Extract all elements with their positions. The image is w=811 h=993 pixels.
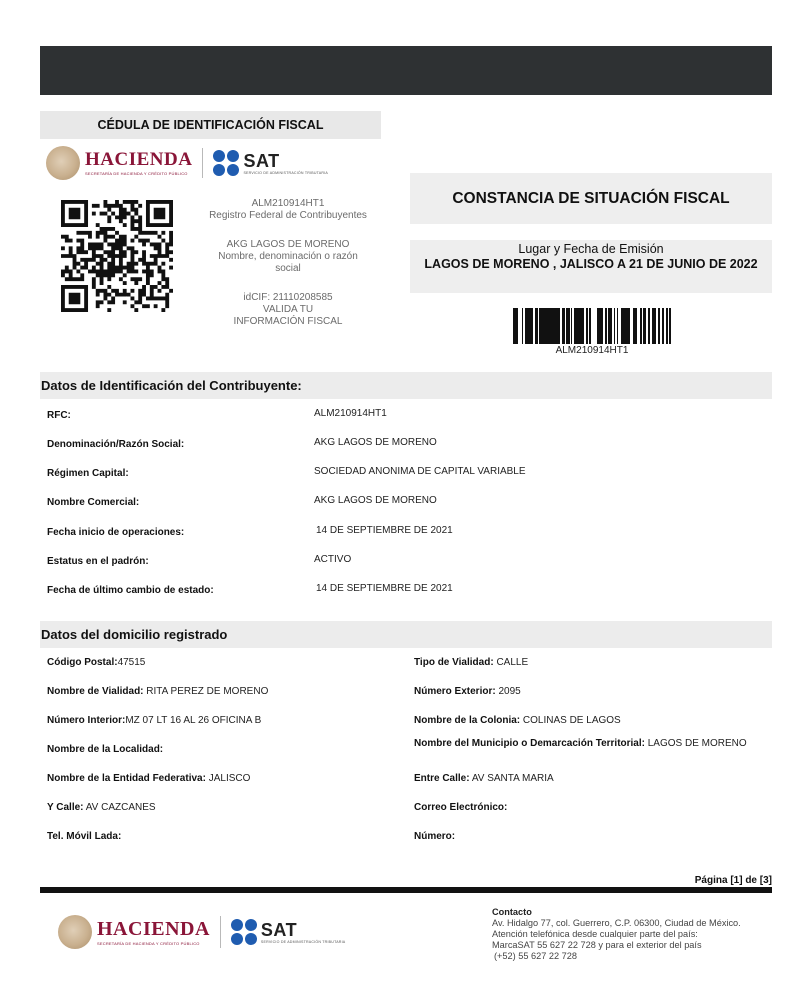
barcode-bar: [622, 308, 624, 344]
domicilio-right-field: [414, 738, 764, 749]
barcode-bar: [643, 308, 644, 344]
contacto-line: Av. Hidalgo 77, col. Guerrero, C.P. 06300, Ciudad de México.: [492, 918, 741, 928]
page-number: Página [1] de [3]: [694, 875, 772, 886]
barcode-bar: [530, 308, 531, 344]
barcode-bar: [551, 308, 553, 344]
domicilio-right-field: [414, 773, 554, 784]
barcode-bar: [666, 308, 668, 344]
id-row-label: Nombre Comercial:: [47, 497, 140, 508]
barcode-bar: [662, 308, 664, 344]
sat-logo-subtitle: SERVICIO DE ADMINISTRACIÓN TRIBUTARIA: [243, 170, 328, 175]
id-row-label: RFC:: [47, 410, 71, 421]
domicilio-field-label: Número:: [414, 831, 456, 842]
domicilio-field-value: AV SANTA MARIA: [471, 773, 554, 784]
hacienda-logo-subtitle: SECRETARÍA DE HACIENDA Y CRÉDITO PÚBLICO: [97, 940, 200, 946]
id-row-value: ACTIVO: [314, 554, 352, 565]
barcode-bar: [525, 308, 526, 344]
header-logos: [46, 146, 328, 180]
sat-logo-subtitle: SERVICIO DE ADMINISTRACIÓN TRIBUTARIA: [260, 939, 346, 944]
barcode-bar: [648, 308, 649, 344]
cedula-idcif: idCIF: 21110208585: [243, 292, 333, 303]
barcode-bar: [626, 308, 627, 344]
logo-divider: [202, 148, 203, 178]
contacto-line: Atención telefónica desde cualquier parte del país:: [492, 929, 698, 939]
cedula-rfc: ALM210914HT1: [251, 198, 325, 209]
id-row-label: Fecha inicio de operaciones:: [47, 527, 185, 538]
barcode-bar: [563, 308, 565, 344]
cedula-rfc-caption: Registro Federal de Contribuyentes: [209, 210, 367, 221]
cedula-name-caption: Nombre, denominación o razón social: [218, 251, 358, 274]
barcode-bar: [670, 308, 671, 344]
barcode-bar: [549, 308, 551, 344]
contacto-line: (+52) 55 627 22 728: [494, 951, 578, 961]
barcode-bar: [614, 308, 615, 344]
sat-dots-icon: [231, 919, 257, 945]
barcode-bar: [581, 308, 582, 344]
barcode-bar: [640, 308, 642, 344]
id-row-value: 14 DE SEPTIEMBRE DE 2021: [316, 525, 453, 536]
barcode-bar: [624, 308, 626, 344]
barcode-bar: [579, 308, 581, 344]
domicilio-right-field: [414, 831, 455, 842]
domicilio-right-field: [414, 657, 528, 668]
domicilio-field-value: CALLE: [496, 657, 529, 668]
lugar-fecha-label: Lugar y Fecha de Emisión: [518, 242, 664, 256]
domicilio-field-label: Tipo de Vialidad:: [414, 657, 494, 668]
barcode-bar: [629, 308, 630, 344]
barcode-bar: [558, 308, 560, 344]
barcode-bar: [575, 308, 577, 344]
barcode-bar: [597, 308, 598, 344]
footer-logos: [58, 914, 345, 950]
domicilio-field-value: JALISCO: [208, 773, 251, 784]
barcode-bar: [634, 308, 635, 344]
sat-dots-icon: [213, 150, 239, 176]
domicilio-field-label: Nombre de la Localidad:: [47, 744, 164, 755]
logo-divider: [220, 916, 221, 948]
barcode-bar: [556, 308, 558, 344]
domicilio-field-label: Número Exterior:: [414, 686, 496, 697]
domicilio-field-value: COLINAS DE LAGOS: [522, 715, 621, 726]
barcode-bar: [606, 308, 607, 344]
domicilio-field-label: Tel. Móvil Lada:: [47, 831, 122, 842]
valida-link[interactable]: VALIDA TU INFORMACIÓN FISCAL: [233, 304, 343, 327]
barcode-bar: [545, 308, 547, 344]
id-row-label: Régimen Capital:: [47, 468, 129, 479]
barcode-bar: [658, 308, 660, 344]
qr-modules: [61, 200, 173, 312]
barcode-bar: [566, 308, 568, 344]
barcode-bar: [522, 308, 523, 344]
barcode-bar: [617, 308, 618, 344]
domicilio-field-label: Correo Electrónico:: [414, 802, 508, 813]
barcode-bar: [529, 308, 530, 344]
barcode-bar: [528, 308, 529, 344]
domicilio-field-label: Número Interior:: [47, 715, 126, 726]
id-row-value: AKG LAGOS DE MORENO: [314, 437, 437, 448]
contacto-title: Contacto: [492, 907, 532, 917]
domicilio-left-field: [47, 773, 250, 784]
barcode-label: ALM210914HT1: [555, 345, 629, 356]
barcode-bar: [608, 308, 610, 344]
domicilio-field-value: LAGOS DE MORENO: [647, 738, 747, 749]
barcode: [513, 308, 671, 344]
barcode-bar: [547, 308, 549, 344]
section-domicilio: Datos del domicilio registrado: [40, 621, 772, 648]
domicilio-field-label: Nombre del Municipio o Demarcación Territorial:: [414, 738, 645, 749]
domicilio-left-field: [47, 715, 261, 726]
contacto-block: [492, 907, 772, 962]
top-banner: [40, 46, 772, 95]
barcode-bar: [598, 308, 599, 344]
cedula-name: AKG LAGOS DE MORENO: [226, 239, 350, 250]
barcode-bar: [610, 308, 612, 344]
hacienda-seal-icon: [58, 915, 92, 949]
hacienda-logo-subtitle: SECRETARÍA DE HACIENDA Y CRÉDITO PÚBLICO: [85, 171, 188, 176]
barcode-bar: [535, 308, 537, 344]
contacto-line: MarcaSAT 55 627 22 728 y para el exterior del país: [492, 940, 702, 950]
barcode-bar: [541, 308, 543, 344]
barcode-bar: [568, 308, 570, 344]
barcode-bar: [513, 308, 515, 344]
domicilio-right-field: [414, 802, 507, 813]
barcode-bar: [555, 308, 556, 344]
id-row-value: SOCIEDAD ANONIMA DE CAPITAL VARIABLE: [314, 466, 526, 477]
section-identificacion: Datos de Identificación del Contribuyente:: [40, 372, 772, 399]
domicilio-left-field: [47, 744, 163, 755]
constancia-title: CONSTANCIA DE SITUACIÓN FISCAL: [410, 173, 772, 224]
barcode-bar: [574, 308, 575, 344]
domicilio-left-field: [47, 657, 145, 668]
domicilio-right-field: [414, 715, 621, 726]
barcode-bar: [621, 308, 622, 344]
domicilio-field-value: 2095: [498, 686, 521, 697]
barcode-bar: [601, 308, 603, 344]
domicilio-field-label: Y Calle:: [47, 802, 84, 813]
barcode-bar: [517, 308, 518, 344]
barcode-bar: [562, 308, 563, 344]
barcode-bar: [590, 308, 591, 344]
hacienda-logo-text: HACIENDA: [85, 149, 193, 170]
barcode-bar: [582, 308, 584, 344]
domicilio-field-label: Nombre de la Colonia:: [414, 715, 521, 726]
barcode-bar: [589, 308, 590, 344]
barcode-bar: [627, 308, 628, 344]
qr-code: [61, 200, 173, 312]
barcode-bar: [539, 308, 541, 344]
id-row-value: ALM210914HT1: [314, 408, 387, 419]
barcode-bar: [554, 308, 555, 344]
barcode-bar: [633, 308, 634, 344]
domicilio-field-value: AV CAZCANES: [85, 802, 156, 813]
barcode-bar: [571, 308, 572, 344]
domicilio-field-value: MZ 07 LT 16 AL 26 OFICINA B: [125, 715, 262, 726]
domicilio-field-label: Nombre de Vialidad:: [47, 686, 144, 697]
barcode-bar: [635, 308, 637, 344]
sat-logo-text: SAT: [243, 150, 280, 171]
barcode-bar: [526, 308, 528, 344]
footer-rule: [40, 887, 772, 893]
domicilio-field-label: Entre Calle:: [414, 773, 470, 784]
id-row-value: AKG LAGOS DE MORENO: [314, 495, 437, 506]
domicilio-left-field: [47, 686, 268, 697]
cedula-title: CÉDULA DE IDENTIFICACIÓN FISCAL: [40, 111, 381, 139]
id-row-label: Fecha de último cambio de estado:: [47, 585, 214, 596]
lugar-fecha-box: [410, 240, 772, 293]
hacienda-seal-icon: [46, 146, 80, 180]
domicilio-right-field: [414, 686, 521, 697]
hacienda-logo-text: HACIENDA: [97, 917, 210, 940]
barcode-bar: [605, 308, 606, 344]
domicilio-left-field: [47, 831, 121, 842]
barcode-bar: [543, 308, 545, 344]
barcode-bar: [586, 308, 588, 344]
barcode-bar: [577, 308, 579, 344]
barcode-bar: [553, 308, 554, 344]
barcode-bar: [654, 308, 656, 344]
barcode-bar: [628, 308, 629, 344]
domicilio-field-label: Código Postal:: [47, 657, 118, 668]
barcode-bar: [599, 308, 600, 344]
barcode-bar: [652, 308, 654, 344]
domicilio-field-value: RITA PEREZ DE MORENO: [146, 686, 269, 697]
barcode-bar: [649, 308, 650, 344]
barcode-bar: [600, 308, 601, 344]
domicilio-left-field: [47, 802, 156, 813]
id-row-value: 14 DE SEPTIEMBRE DE 2021: [316, 583, 453, 594]
barcode-bar: [531, 308, 533, 344]
lugar-fecha-value: LAGOS DE MORENO , JALISCO A 21 DE JUNIO DE 2022: [424, 257, 758, 271]
domicilio-field-label: Nombre de la Entidad Federativa:: [47, 773, 206, 784]
barcode-bar: [644, 308, 646, 344]
id-row-label: Estatus en el padrón:: [47, 556, 149, 567]
barcode-bar: [537, 308, 538, 344]
barcode-bar: [515, 308, 517, 344]
sat-logo-text: SAT: [260, 919, 298, 940]
barcode-bar: [669, 308, 670, 344]
domicilio-field-value: 47515: [117, 657, 146, 668]
id-row-label: Denominación/Razón Social:: [47, 439, 185, 450]
